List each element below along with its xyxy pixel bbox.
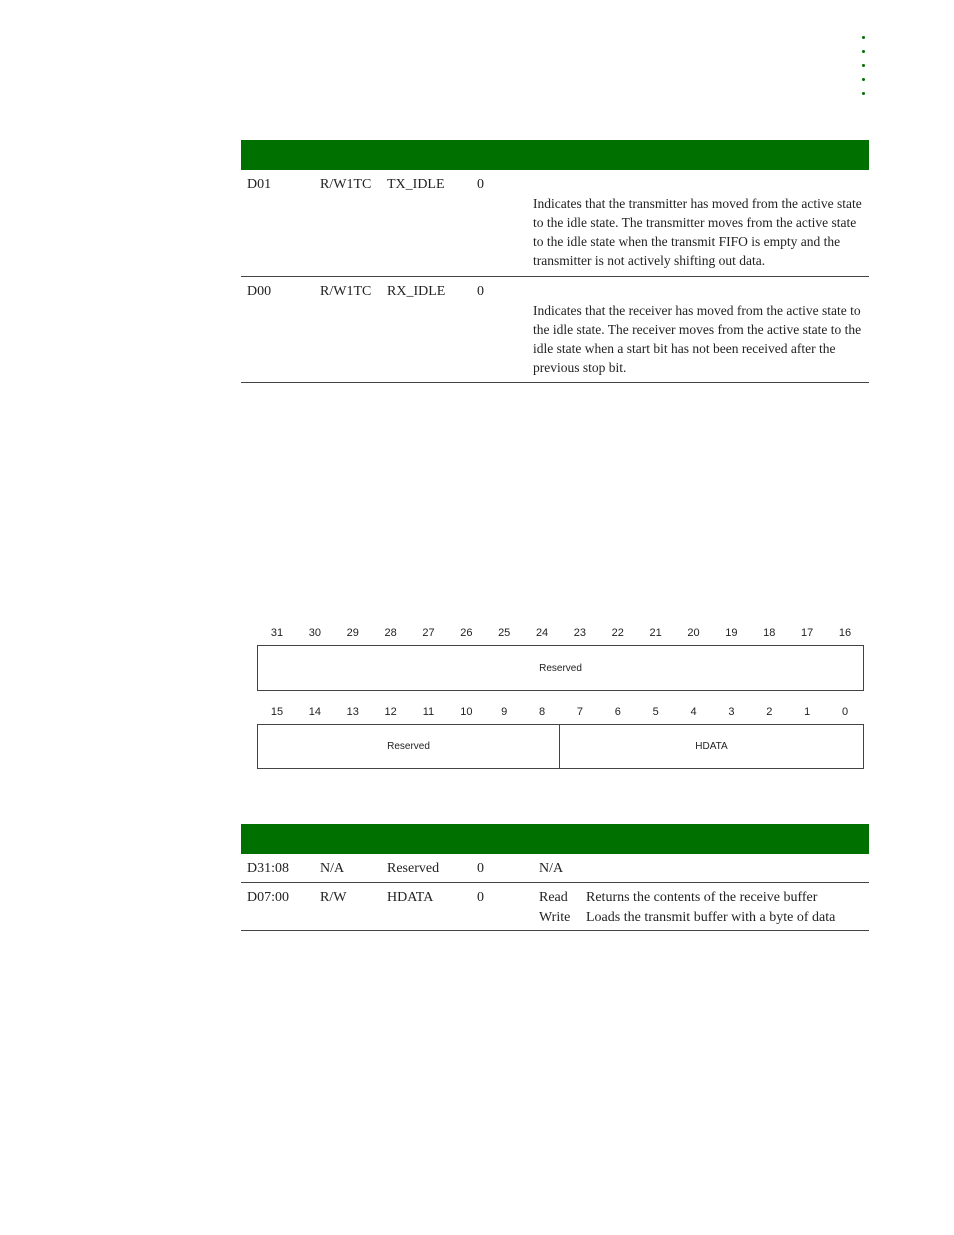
bit-number: 6 xyxy=(614,706,621,718)
bit-number: 1 xyxy=(804,706,811,718)
read-description: Returns the contents of the receive buffer xyxy=(586,890,818,905)
bits-cell: D31:08 xyxy=(247,861,289,876)
bit-number: 14 xyxy=(308,706,321,718)
mnemonic-cell: Reserved xyxy=(387,861,440,876)
margin-dot xyxy=(862,92,865,95)
field-label: Reserved xyxy=(539,662,582,674)
description-cell: Indicates that the receiver has moved from the active state to the idle state. The receiver moves from the active state to the idle state when a start bit has not been received after the previous stop bit. xyxy=(533,303,862,375)
access-cell: R/W xyxy=(320,890,347,905)
bit-number: 21 xyxy=(649,627,662,639)
bit-number: 24 xyxy=(535,627,549,639)
data-register-table xyxy=(241,824,869,931)
margin-dot xyxy=(862,64,865,67)
bit-number: 3 xyxy=(728,706,735,718)
bit-number: 15 xyxy=(270,706,284,718)
bit-number: 17 xyxy=(801,627,814,639)
bits-cell: D00 xyxy=(247,284,272,299)
bit-number: 20 xyxy=(687,627,700,639)
bit-number: 7 xyxy=(576,706,583,718)
mnemonic-cell: TX_IDLE xyxy=(387,177,445,192)
bit-number: 9 xyxy=(501,706,508,718)
write-description: Loads the transmit buffer with a byte of data xyxy=(586,910,836,925)
bit-number: 25 xyxy=(498,627,511,639)
table-row xyxy=(241,854,869,883)
bit-number: 18 xyxy=(763,627,776,639)
bit-number: 2 xyxy=(766,706,773,718)
bit-number: 30 xyxy=(308,627,321,639)
margin-dot xyxy=(862,36,865,39)
bit-number: 0 xyxy=(841,706,849,718)
bit-number: 19 xyxy=(725,627,738,639)
field-label: Reserved xyxy=(387,741,430,752)
margin-dot xyxy=(862,50,865,53)
reset-cell: 0 xyxy=(477,890,484,905)
bit-number: 13 xyxy=(346,706,359,718)
access-cell: N/A xyxy=(320,861,345,876)
read-label: Read xyxy=(539,890,568,905)
write-label: Write xyxy=(539,910,571,925)
description-cell: Indicates that the transmitter has moved from the active state to the idle state. The transmitter moves from the active state to the idle state when the transmit FIFO is empty and the transmitter is not actively shifting out data. xyxy=(533,196,862,268)
upper-bit-numbers xyxy=(258,627,864,643)
description-cell: N/A xyxy=(539,861,564,876)
table-header-bar xyxy=(241,824,869,854)
bit-number: 22 xyxy=(611,627,624,639)
table-header-bar xyxy=(241,140,869,170)
access-cell: R/W1TC xyxy=(320,284,372,299)
bits-cell: D07:00 xyxy=(247,890,289,905)
lower-bit-numbers xyxy=(258,706,864,722)
bit-number: 27 xyxy=(422,627,435,639)
table-row xyxy=(241,277,869,383)
bit-number: 16 xyxy=(838,627,852,639)
field-label: HDATA xyxy=(695,741,728,752)
bits-cell: D01 xyxy=(247,177,272,192)
bit-number: 8 xyxy=(539,706,546,718)
margin-dot xyxy=(862,78,865,81)
bit-number: 26 xyxy=(460,627,473,639)
margin-dots xyxy=(862,36,870,106)
bit-number: 12 xyxy=(384,706,397,718)
bit-number: 11 xyxy=(422,706,435,718)
bit-number: 29 xyxy=(346,627,359,639)
bit-number: 28 xyxy=(384,627,397,639)
bit-number: 31 xyxy=(270,627,284,639)
reserved-field-upper xyxy=(257,645,864,691)
access-cell: R/W1TC xyxy=(320,177,372,192)
hdata-field xyxy=(559,724,864,769)
bit-number: 4 xyxy=(690,706,697,718)
bit-number: 10 xyxy=(460,706,473,718)
bit-number: 5 xyxy=(652,706,659,718)
table-row xyxy=(241,883,869,931)
reset-cell: 0 xyxy=(477,284,484,299)
reserved-field-lower xyxy=(257,724,560,769)
bit-number: 23 xyxy=(573,627,587,639)
mnemonic-cell: HDATA xyxy=(387,890,434,905)
status-register-table xyxy=(241,140,869,383)
table-row xyxy=(241,170,869,277)
reset-cell: 0 xyxy=(477,861,484,876)
reset-cell: 0 xyxy=(477,177,484,192)
mnemonic-cell: RX_IDLE xyxy=(387,284,446,299)
